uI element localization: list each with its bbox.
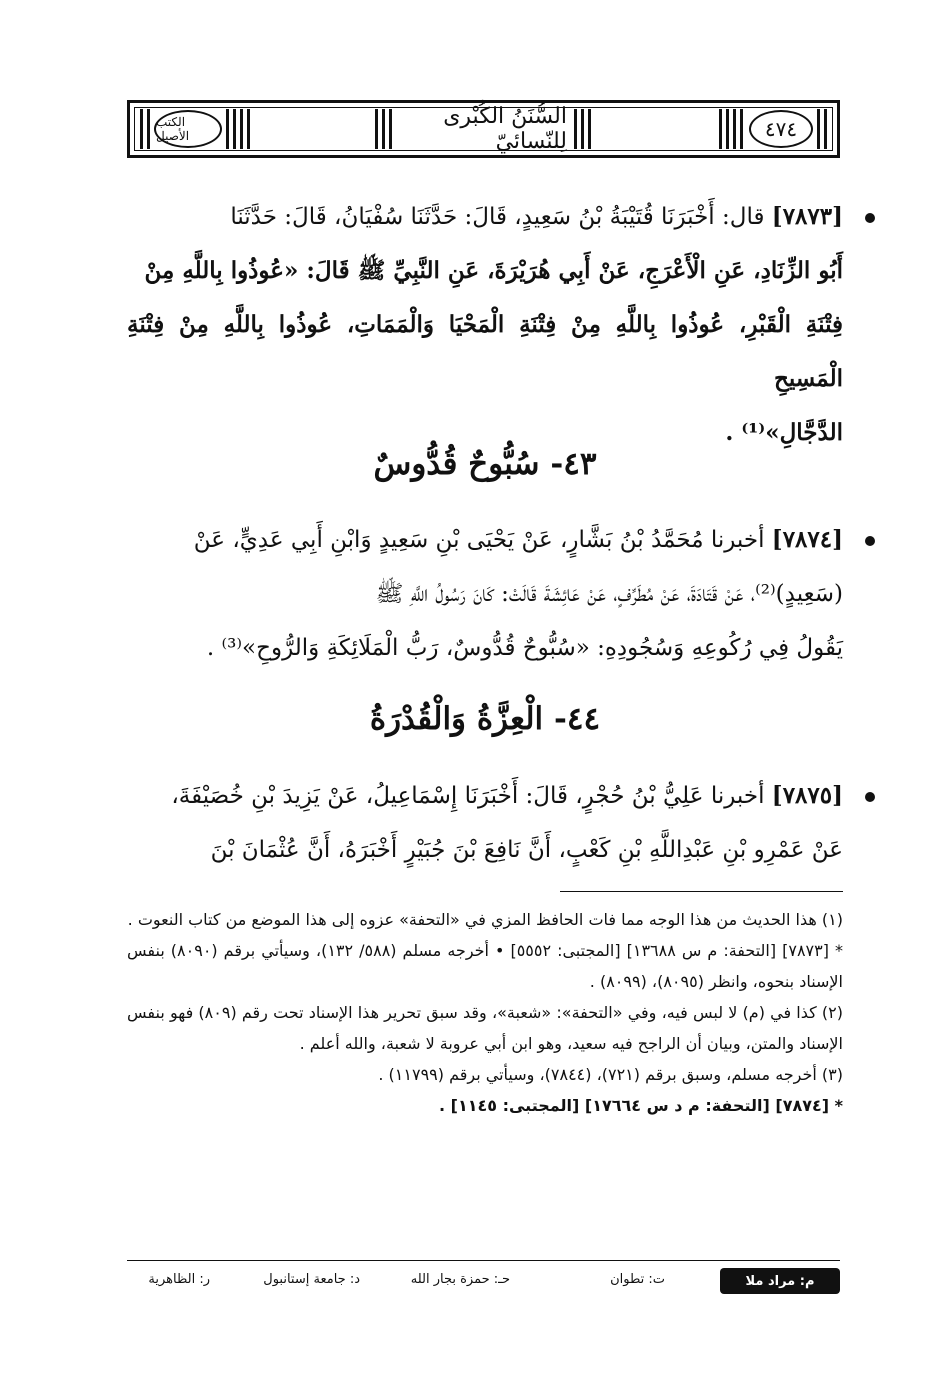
ornament-icon: [226, 109, 252, 149]
footnote: (٢) كذا في (م) لا لبس فيه، وفي «التحفة»: «شعبة»، وقد سبق تحرير هذا الإسناد تحت رقم (٨٠٩) فهو بنفس الإسناد والمتن، وبيان أن الراجح فيه سعيد، وهو ابن أبي عروبة لا شعبة، والله أعلم .: [127, 1003, 844, 1053]
manuscript-key: ت: تطوان: [610, 1272, 665, 1287]
publisher-emblem: الكتب الأصيل: [154, 110, 222, 148]
hadith-7873: [127, 190, 843, 460]
bullet-icon: [865, 536, 875, 546]
manuscript-badge: م: مراد ملا: [720, 1268, 840, 1294]
bullet-icon: [865, 213, 875, 223]
manuscript-key: د: جامعة إستانبول: [263, 1272, 360, 1287]
hadith-number: [٧٨٧٥]: [771, 782, 843, 809]
text-line: [٧٨٧٣] قال: أَخْبَرَنَا قُتَيْبَةُ بْنُ سَعِيدٍ، قَالَ: حَدَّثَنَا سُفْيَانُ، قَالَ: حَدَّثَنَا: [230, 203, 843, 230]
footnote-separator: [560, 891, 843, 892]
text-line: [٧٨٧٤] أخبرنا مُحَمَّدُ بْنُ بَشَّارٍ، عَنْ يَحْيَى بْنِ سَعِيدٍ وَابْنِ أَبِي عَدِيٍّ، عَنْ: [193, 526, 843, 553]
bullet-icon: [865, 792, 875, 802]
hadith-number: [٧٨٧٤]: [771, 526, 843, 553]
page-footer: [127, 1268, 840, 1294]
ornament-icon: [375, 109, 393, 149]
ornament-icon: [719, 109, 745, 149]
text-line: عَنْ عَمْرِو بْنِ عَبْدِاللَّهِ بْنِ كَعْبٍ، أَنَّ نَافِعَ بْنَ جُبَيْرٍ أَخْبَرَهُ، أَنَّ عُثْمَانَ بْنَ: [210, 837, 843, 863]
manuscript-key: حـ: حمزة بجار الله: [410, 1272, 510, 1287]
footer-rule: [127, 1260, 840, 1261]
page-header: [127, 100, 840, 158]
chapter-heading-43: ٤٣- سُبُّوحٌ قُدُّوسٌ: [373, 446, 597, 482]
ornament-icon: [574, 109, 592, 149]
footnote: (٣) أخرجه مسلم، وسبق برقم (٧٢١)، (٧٨٤٤)، وسيأتي برقم (١١٧٩٩) .: [378, 1065, 843, 1084]
text-line: [٧٨٧٥] أخبرنا عَلِيُّ بْنُ حُجْرٍ، قَالَ: أَخْبَرَنَا إِسْمَاعِيلُ، عَنْ يَزِيدَ بْنِ خُصَيْفَةَ،: [171, 782, 843, 809]
ornament-icon: [817, 109, 827, 149]
chapter-heading-44: ٤٤- الْعِزَّةُ وَالْقُدْرَةُ: [369, 701, 601, 737]
footnote: * [٧٨٧٤] [التحفة: م د س ١٧٦٦٤] [المجتبى: ١١٤٥] .: [438, 1096, 843, 1115]
hadith-7875: [127, 769, 843, 877]
book-title: السُّنَنُ الكُبْرى لِلنّسائيّ: [443, 104, 567, 154]
hadith-7874: [127, 513, 843, 675]
footnotes: [127, 904, 843, 1121]
text-line: فِتْنَةِ الْقَبْرِ، عُوذُوا بِاللَّهِ مِنْ فِتْنَةِ الْمَحْيَا وَالْمَمَاتِ، عُوذُوا بِاللَّهِ مِنْ فِتْنَةِ الْمَسِيحِ: [127, 311, 843, 392]
footnote: * [٧٨٧٣] [التحفة: م س ١٣٦٨٨] [المجتبى: ٥٥٥٢] • أخرجه مسلم (٥٨٨/ ١٣٢)، وسيأتي برقم (٨٠٩٠) بنفس الإسناد بنحوه، وانظر (٨٠٩٥)، (٨٠٩٩) .: [127, 941, 843, 991]
text-line: الدَّجَّالِ»⁽¹⁾ .: [725, 419, 843, 446]
text-line: (سَعِيدٍ)⁽²⁾، عَنْ قَتَادَةَ، عَنْ مُطَرِّفٍ، عَنْ عَائِشَةَ قَالَتْ: كَانَ رَسُولُ اللَّهِ ﷺ: [375, 581, 843, 607]
page-number: ٤٧٤: [749, 110, 813, 148]
text-line: أَبُو الزِّنَادِ، عَنِ الْأَعْرَجِ، عَنْ أَبِي هُرَيْرَةَ، عَنِ النَّبِيِّ ﷺ قَالَ: «عُوذُوا بِاللَّهِ مِنْ: [144, 257, 843, 284]
ornament-icon: [140, 109, 150, 149]
manuscript-key: ر: الظاهرية: [148, 1272, 210, 1287]
footnote: (١) هذا الحديث من هذا الوجه مما فات الحافظ المزي في «التحفة» عزوه إلى هذا الموضع من كتاب النعوت .: [127, 910, 843, 929]
hadith-number: [٧٨٧٣]: [771, 203, 843, 230]
text-line: يَقُولُ فِي رُكُوعِهِ وَسُجُودِهِ: «سُبُّوحٌ قُدُّوسٌ، رَبُّ الْمَلَائِكَةِ وَالرُّوحِ»⁽³⁾ .: [206, 635, 843, 661]
